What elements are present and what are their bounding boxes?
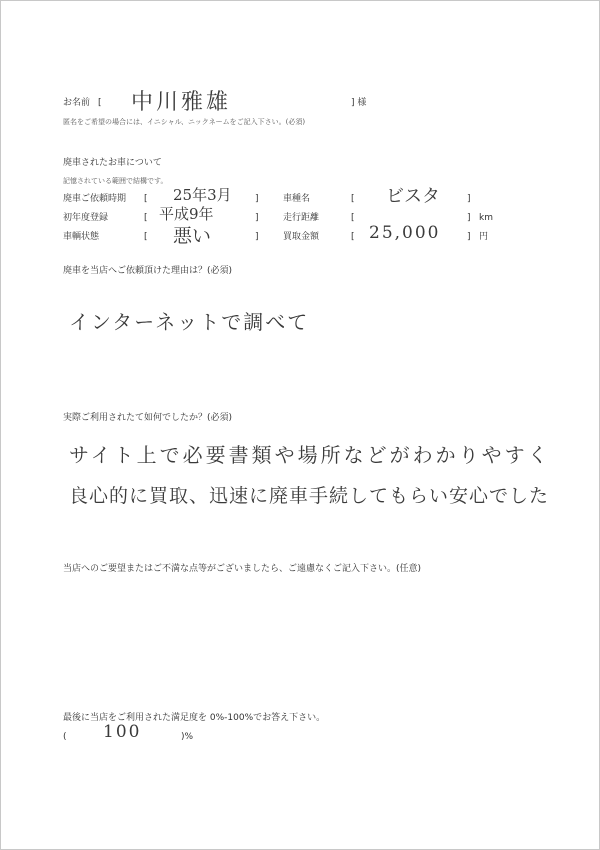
purchase-price-value: 25,000 bbox=[369, 223, 441, 243]
bracket: ] bbox=[467, 232, 471, 242]
bracket: ] bbox=[467, 213, 471, 223]
name-note: 匿名をご希望の場合には、イニシャル、ニックネームをご記入下さい。(必須) bbox=[63, 118, 306, 126]
first-registration-label: 初年度登録 bbox=[63, 213, 109, 223]
bracket: ] bbox=[467, 194, 471, 204]
satisfaction-question: 最後に当店をご利用された満足度を 0%-100%でお答え下さい。 bbox=[63, 713, 326, 723]
bracket: ] bbox=[255, 232, 259, 242]
bracket: [ bbox=[144, 194, 148, 204]
purchase-price-label: 買取金額 bbox=[283, 232, 320, 242]
bracket: [ bbox=[351, 232, 355, 242]
request-question: 当店へのご要望またはご不満な点等がございましたら、ご遠慮なくご記入下さい。(任意) bbox=[63, 564, 422, 574]
name-close-bracket: ] 様 bbox=[351, 98, 367, 108]
name-label: お名前 bbox=[63, 98, 91, 108]
bracket: [ bbox=[144, 213, 148, 223]
model-value: ビスタ bbox=[386, 186, 440, 207]
name-value: 中川雅雄 bbox=[131, 90, 232, 115]
condition-label: 車輌状態 bbox=[63, 232, 100, 242]
first-registration-value: 平成9年 bbox=[159, 205, 214, 223]
bracket: [ bbox=[351, 213, 355, 223]
bracket: [ bbox=[351, 194, 355, 204]
bracket: ] bbox=[255, 213, 259, 223]
impression-answer-line2: 良心的に買取、迅速に廃車手続してもらい安心でした bbox=[69, 485, 550, 507]
satisfaction-close: )% bbox=[181, 732, 194, 742]
reason-question: 廃車を当店へご依頼頂けた理由は？(必須) bbox=[63, 266, 233, 276]
satisfaction-open: ( bbox=[63, 732, 67, 742]
name-open-bracket: [ bbox=[98, 98, 102, 108]
reason-answer: インターネットで調べて bbox=[69, 310, 310, 334]
bracket: ] bbox=[255, 194, 259, 204]
purchase-price-unit: 円 bbox=[479, 232, 489, 242]
condition-value: 悪い bbox=[173, 225, 212, 247]
impression-question: 実際ご利用されたて如何でしたか？(必須) bbox=[63, 413, 233, 423]
satisfaction-value: 100 bbox=[103, 722, 142, 742]
bracket: [ bbox=[144, 232, 148, 242]
car-section-title: 廃車されたお車について bbox=[63, 158, 162, 168]
request-period-label: 廃車ご依頼時期 bbox=[63, 194, 127, 204]
impression-answer-line1: サイト上で必要書類や場所などがわかりやすく bbox=[69, 443, 551, 467]
mileage-label: 走行距離 bbox=[283, 213, 320, 223]
model-label: 車種名 bbox=[283, 194, 311, 204]
request-period-value: 25年3月 bbox=[173, 186, 232, 204]
mileage-unit: km bbox=[479, 213, 493, 223]
car-section-note: 記憶されている範囲で結構です。 bbox=[63, 177, 168, 185]
